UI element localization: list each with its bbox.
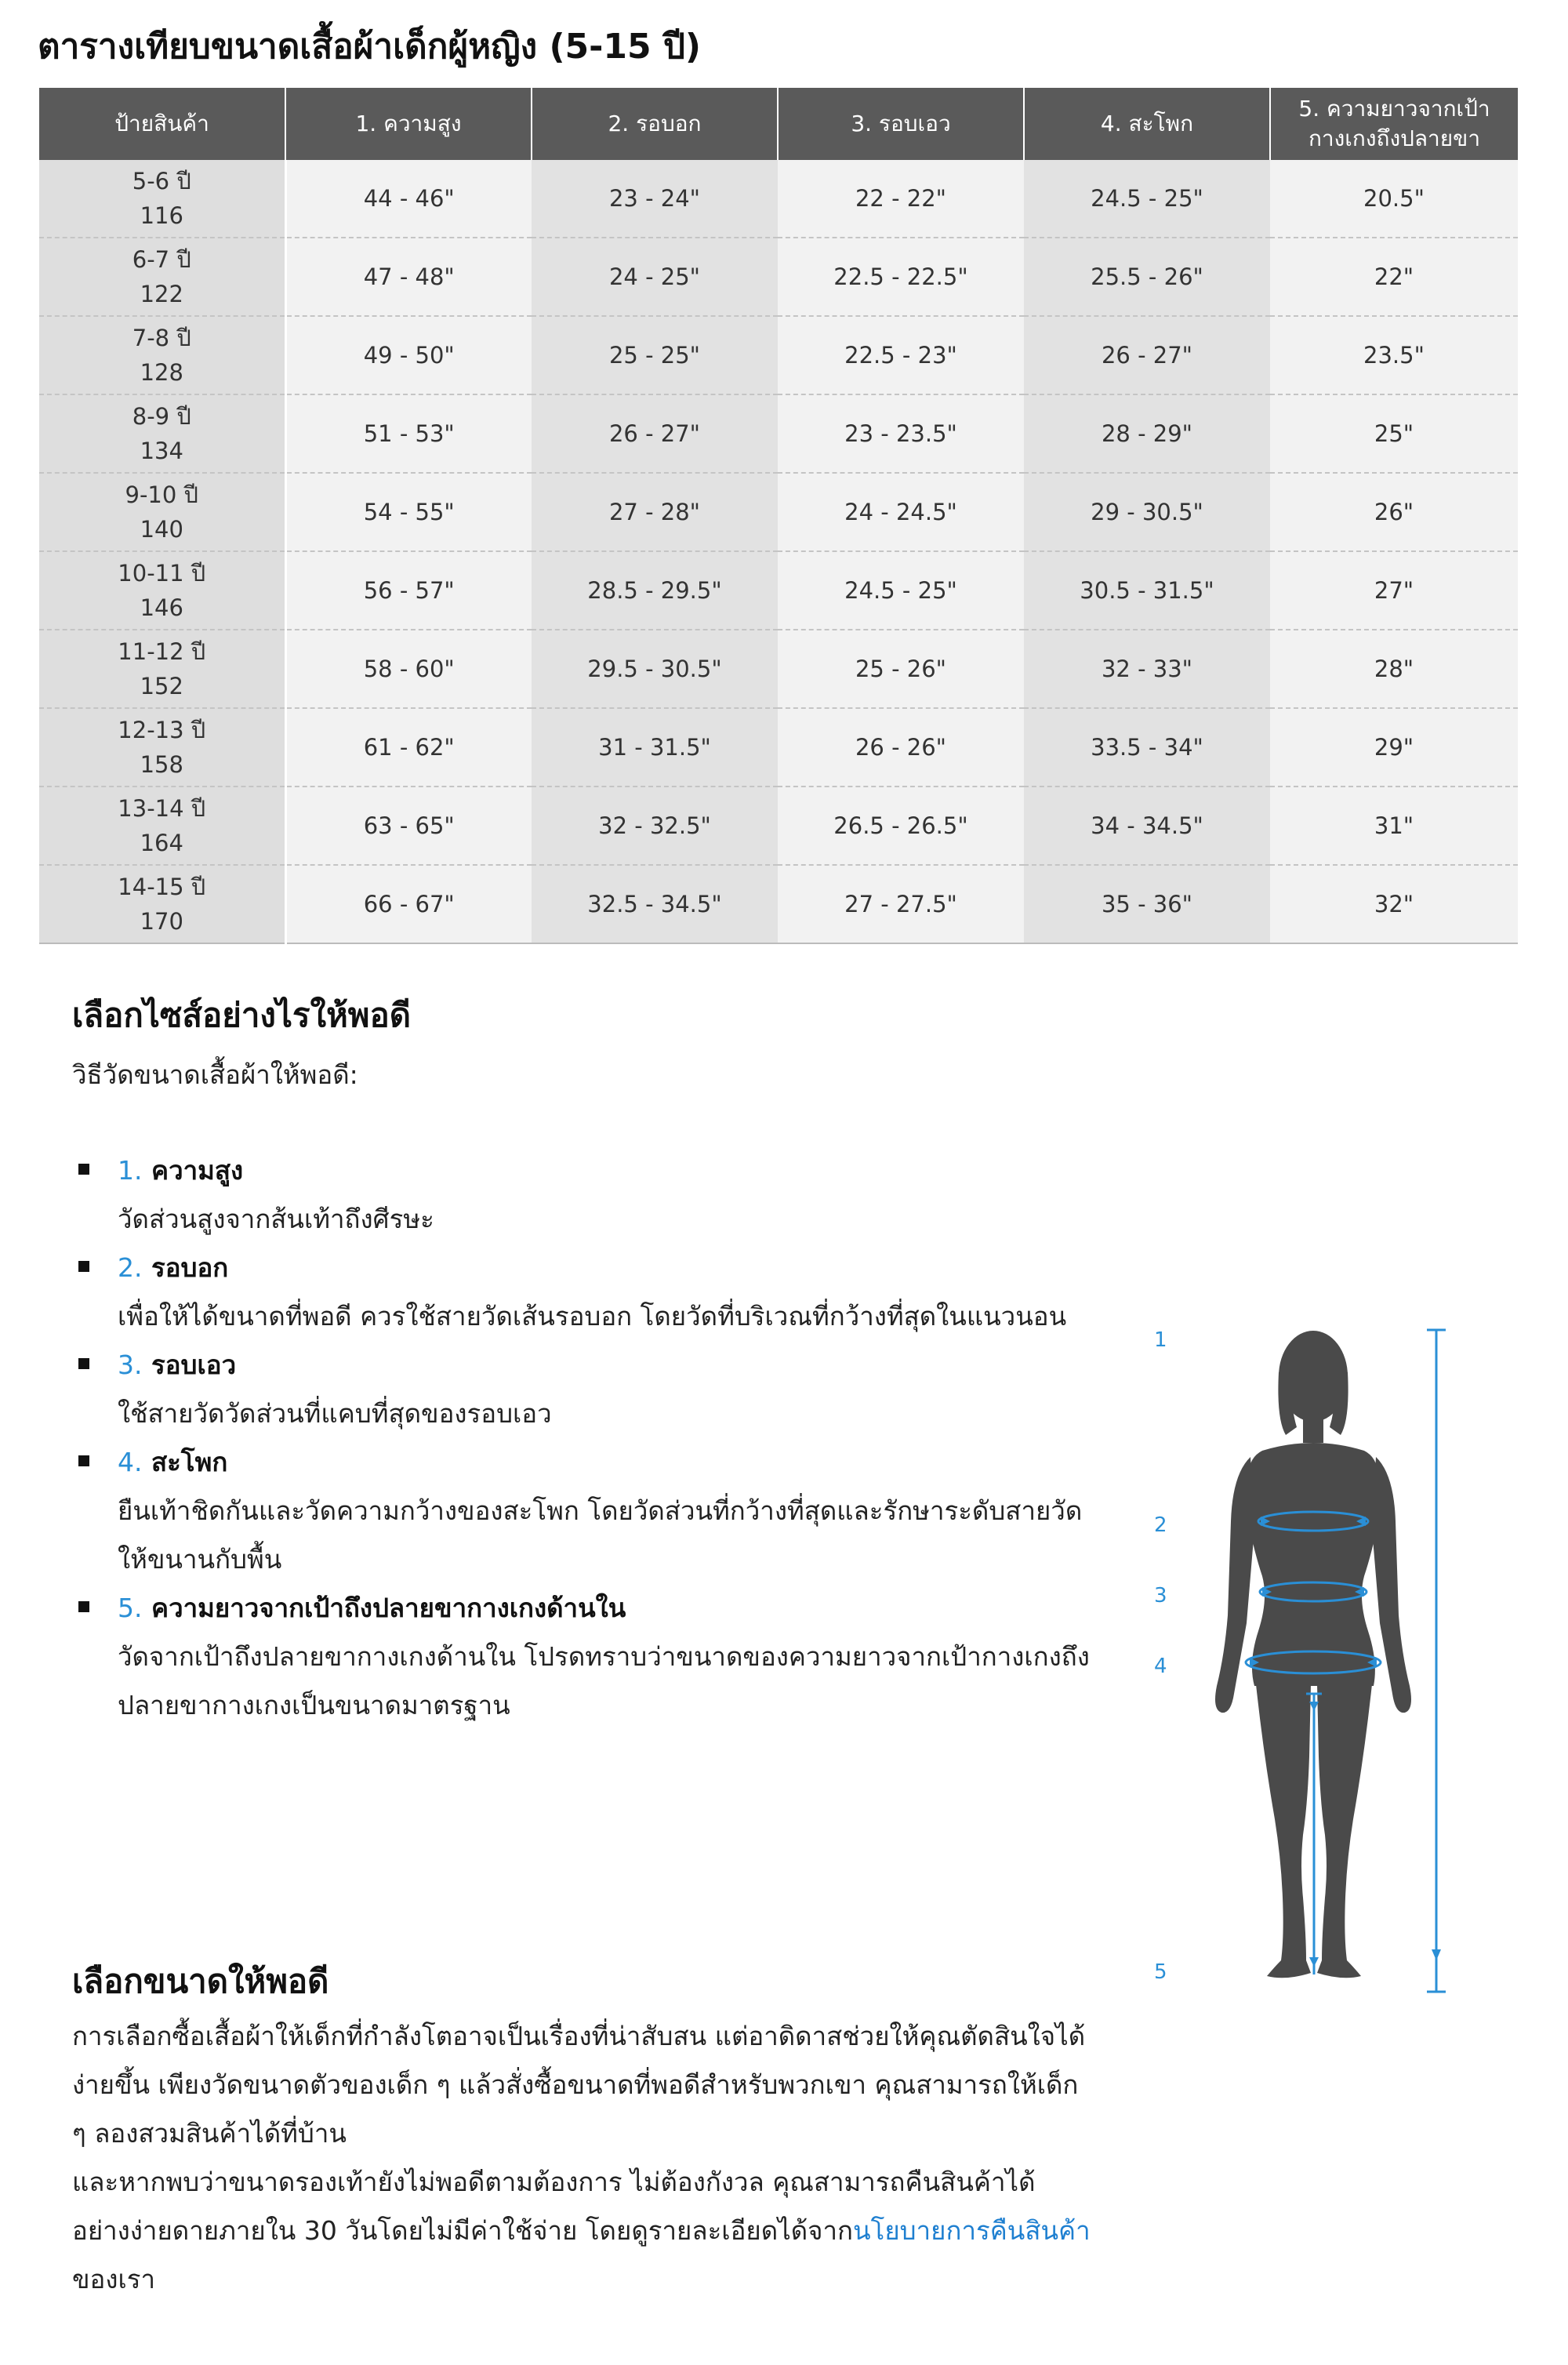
- chest-cell: 24 - 25": [532, 238, 778, 316]
- measurement-figure: [1129, 1317, 1474, 2007]
- measure-item-number: 1.: [118, 1155, 143, 1186]
- choose-para2-tail: ของเรา: [72, 2264, 156, 2294]
- size-code: 152: [140, 673, 183, 699]
- hip-cell: 25.5 - 26": [1024, 238, 1270, 316]
- size-code: 170: [140, 908, 183, 935]
- figure-label-1: 1: [1154, 1328, 1167, 1352]
- height-cell: 58 - 60": [285, 630, 532, 708]
- table-row: [39, 473, 1518, 551]
- fit-section-heading: เลือกไซส์อย่างไรให้พอดี: [72, 996, 411, 1034]
- height-cell: 51 - 53": [285, 394, 532, 473]
- chest-cell: 32.5 - 34.5": [532, 865, 778, 943]
- list-item: [118, 1146, 1090, 1244]
- height-cell: 47 - 48": [285, 238, 532, 316]
- inseam-cell: 22": [1270, 238, 1518, 316]
- measure-item-name: ความยาวจากเป้าถึงปลายขากางเกงด้านใน: [151, 1593, 626, 1623]
- hip-cell: 34 - 34.5": [1024, 787, 1270, 865]
- inseam-cell: 32": [1270, 865, 1518, 943]
- bullet-icon: [78, 1261, 89, 1272]
- page-title: ตารางเทียบขนาดเสื้อผ้าเด็กผู้หญิง (5-15 ปี): [38, 27, 702, 67]
- choose-section-para2: [72, 2158, 1091, 2304]
- return-policy-link[interactable]: นโยบายการคืนสินค้า: [853, 2215, 1091, 2246]
- list-item: [118, 1341, 1090, 1438]
- figure-label-3: 3: [1154, 1584, 1167, 1608]
- size-code: 140: [140, 516, 183, 543]
- inseam-cell: 20.5": [1270, 160, 1518, 238]
- measurement-list: [118, 1146, 1090, 1730]
- waist-cell: 22.5 - 23": [778, 316, 1024, 394]
- table-row: [39, 630, 1518, 708]
- bullet-icon: [78, 1455, 89, 1466]
- measure-item-name: สะโพก: [151, 1447, 228, 1477]
- size-label-cell: [39, 630, 285, 708]
- measure-item-desc: เพื่อให้ได้ขนาดที่พอดี ควรใช้สายวัดเส้นรอบอก โดยวัดที่บริเวณที่กว้างที่สุดในแนวนอน: [118, 1301, 1067, 1331]
- size-label-cell: [39, 238, 285, 316]
- figure-label-5: 5: [1154, 1960, 1167, 1984]
- measure-item-desc: ใช้สายวัดวัดส่วนที่แคบที่สุดของรอบเอว: [118, 1398, 552, 1429]
- measure-item-desc: วัดส่วนสูงจากส้นเท้าถึงศีรษะ: [118, 1204, 434, 1234]
- height-cell: 44 - 46": [285, 160, 532, 238]
- size-label-cell: [39, 394, 285, 473]
- age-range: 10-11 ปี: [118, 560, 206, 587]
- size-label-cell: [39, 865, 285, 943]
- waist-cell: 22.5 - 22.5": [778, 238, 1024, 316]
- figure-label-4: 4: [1154, 1655, 1167, 1678]
- age-range: 6-7 ปี: [132, 246, 191, 273]
- measure-item-name: รอบอก: [151, 1252, 229, 1283]
- measure-item-desc: ยืนเท้าชิดกันและวัดความกว้างของสะโพก โดยวัดส่วนที่กว้างที่สุดและรักษาระดับสายวัดให้ขนานกับพื้น: [118, 1495, 1083, 1575]
- size-code: 146: [140, 594, 183, 621]
- size-label-cell: [39, 316, 285, 394]
- choose-section-heading: เลือกขนาดให้พอดี: [72, 1962, 329, 2000]
- measure-item-number: 2.: [118, 1252, 143, 1283]
- hip-cell: 30.5 - 31.5": [1024, 551, 1270, 630]
- inseam-cell: 25": [1270, 394, 1518, 473]
- age-range: 9-10 ปี: [125, 481, 198, 508]
- table-row: [39, 787, 1518, 865]
- chest-cell: 28.5 - 29.5": [532, 551, 778, 630]
- waist-cell: 23 - 23.5": [778, 394, 1024, 473]
- header-inseam: [1270, 88, 1518, 160]
- hip-cell: 29 - 30.5": [1024, 473, 1270, 551]
- hip-cell: 33.5 - 34": [1024, 708, 1270, 787]
- table-row: [39, 551, 1518, 630]
- age-range: 14-15 ปี: [118, 874, 206, 900]
- table-row: [39, 316, 1518, 394]
- header-inseam-line1: 5. ความยาวจากเป้า: [1298, 96, 1490, 122]
- measure-item-number: 3.: [118, 1350, 143, 1380]
- measure-item-title: [118, 1244, 1090, 1292]
- header-height: 1. ความสูง: [285, 88, 532, 160]
- size-code: 134: [140, 438, 183, 464]
- body-silhouette-icon: [1129, 1317, 1474, 2007]
- list-item: [118, 1438, 1090, 1584]
- waist-cell: 22 - 22": [778, 160, 1024, 238]
- header-label: ป้ายสินค้า: [39, 88, 285, 160]
- measure-item-number: 4.: [118, 1447, 143, 1477]
- inseam-cell: 26": [1270, 473, 1518, 551]
- size-code: 164: [140, 830, 183, 856]
- header-inseam-line2: กางเกงถึงปลายขา: [1308, 125, 1481, 151]
- inseam-cell: 27": [1270, 551, 1518, 630]
- chest-cell: 32 - 32.5": [532, 787, 778, 865]
- table-row: [39, 238, 1518, 316]
- header-chest: 2. รอบอก: [532, 88, 778, 160]
- measure-item-number: 5.: [118, 1593, 143, 1623]
- fit-section-intro: วิธีวัดขนาดเสื้อผ้าให้พอดี:: [72, 1059, 358, 1090]
- inseam-cell: 28": [1270, 630, 1518, 708]
- size-label-cell: [39, 473, 285, 551]
- height-cell: 61 - 62": [285, 708, 532, 787]
- age-range: 8-9 ปี: [132, 403, 191, 430]
- measure-item-name: รอบเอว: [151, 1350, 237, 1380]
- choose-para2-text: และหากพบว่าขนาดรองเท้ายังไม่พอดีตามต้องการ ไม่ต้องกังวล คุณสามารถคืนสินค้าได้อย่างง่ายดายภายใน 30 วันโดยไม่มีค่าใช้จ่าย โดยดูรายละเอียดได้จาก: [72, 2167, 1036, 2246]
- measure-item-title: [118, 1438, 1090, 1487]
- size-chart-table: [39, 88, 1518, 944]
- list-item: [118, 1584, 1090, 1730]
- inseam-cell: 29": [1270, 708, 1518, 787]
- table-header-row: [39, 88, 1518, 160]
- size-label-cell: [39, 708, 285, 787]
- waist-cell: 24.5 - 25": [778, 551, 1024, 630]
- bullet-icon: [78, 1164, 89, 1175]
- age-range: 11-12 ปี: [118, 638, 206, 665]
- chest-cell: 29.5 - 30.5": [532, 630, 778, 708]
- measure-item-title: [118, 1584, 1090, 1633]
- hip-cell: 28 - 29": [1024, 394, 1270, 473]
- header-waist: 3. รอบเอว: [778, 88, 1024, 160]
- bullet-icon: [78, 1358, 89, 1369]
- size-code: 122: [140, 281, 183, 307]
- waist-cell: 25 - 26": [778, 630, 1024, 708]
- inseam-cell: 23.5": [1270, 316, 1518, 394]
- table-row: [39, 865, 1518, 943]
- measure-item-title: [118, 1341, 1090, 1390]
- chest-cell: 25 - 25": [532, 316, 778, 394]
- size-label-cell: [39, 160, 285, 238]
- height-cell: 56 - 57": [285, 551, 532, 630]
- inseam-cell: 31": [1270, 787, 1518, 865]
- choose-section-para1: การเลือกซื้อเสื้อผ้าให้เด็กที่กำลังโตอาจเป็นเรื่องที่น่าสับสน แต่อาดิดาสช่วยให้คุณตัดสินใจได้ง่ายขึ้น เพียงวัดขนาดตัวของเด็ก ๆ แล้วสั่งซื้อขนาดที่พอดีสำหรับพวกเขา คุณสามารถให้เด็ก ๆ ลองสวมสินค้าได้ที่บ้าน: [72, 2021, 1086, 2149]
- size-label-cell: [39, 551, 285, 630]
- waist-cell: 27 - 27.5": [778, 865, 1024, 943]
- size-code: 116: [140, 202, 183, 229]
- measure-item-desc: วัดจากเป้าถึงปลายขากางเกงด้านใน โปรดทราบว่าขนาดของความยาวจากเป้ากางเกงถึงปลายขากางเกงเป็นขนาดมาตรฐาน: [118, 1641, 1090, 1720]
- hip-cell: 26 - 27": [1024, 316, 1270, 394]
- list-item: [118, 1244, 1090, 1341]
- chest-cell: 23 - 24": [532, 160, 778, 238]
- figure-label-2: 2: [1154, 1513, 1167, 1537]
- size-code: 158: [140, 751, 183, 778]
- waist-cell: 24 - 24.5": [778, 473, 1024, 551]
- hip-cell: 35 - 36": [1024, 865, 1270, 943]
- table-row: [39, 160, 1518, 238]
- age-range: 13-14 ปี: [118, 795, 206, 822]
- chest-cell: 31 - 31.5": [532, 708, 778, 787]
- size-code: 128: [140, 359, 183, 386]
- waist-cell: 26.5 - 26.5": [778, 787, 1024, 865]
- size-label-cell: [39, 787, 285, 865]
- hip-cell: 24.5 - 25": [1024, 160, 1270, 238]
- bullet-icon: [78, 1601, 89, 1612]
- height-cell: 54 - 55": [285, 473, 532, 551]
- height-cell: 63 - 65": [285, 787, 532, 865]
- header-hip: 4. สะโพก: [1024, 88, 1270, 160]
- age-range: 7-8 ปี: [132, 325, 191, 351]
- age-range: 5-6 ปี: [132, 168, 191, 194]
- waist-cell: 26 - 26": [778, 708, 1024, 787]
- table-row: [39, 708, 1518, 787]
- height-cell: 66 - 67": [285, 865, 532, 943]
- measure-item-name: ความสูง: [151, 1155, 244, 1186]
- age-range: 12-13 ปี: [118, 717, 206, 743]
- chest-cell: 26 - 27": [532, 394, 778, 473]
- chest-cell: 27 - 28": [532, 473, 778, 551]
- hip-cell: 32 - 33": [1024, 630, 1270, 708]
- measure-item-title: [118, 1146, 1090, 1195]
- table-row: [39, 394, 1518, 473]
- height-cell: 49 - 50": [285, 316, 532, 394]
